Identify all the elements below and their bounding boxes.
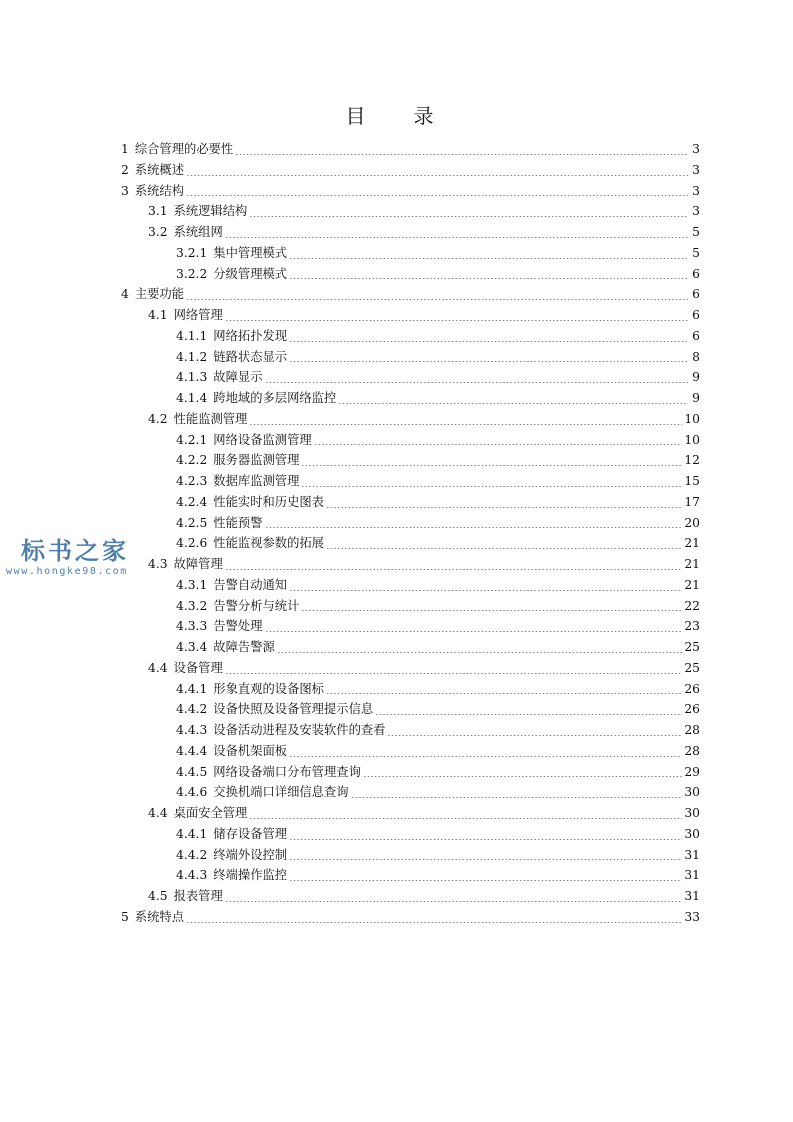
toc-entry-label: 交换机端口详细信息查询 <box>213 785 349 800</box>
toc-entry-number: 4.3.3 <box>176 619 208 634</box>
toc-entry-number: 2 <box>121 162 129 177</box>
toc-entry-page: 3 <box>692 162 700 177</box>
toc-dot-leader <box>326 693 682 694</box>
toc-entry-page: 3 <box>692 183 700 198</box>
watermark <box>6 536 166 586</box>
toc-dot-leader <box>225 569 683 570</box>
toc-dot-leader <box>186 922 682 923</box>
toc-entry-page: 5 <box>692 225 700 239</box>
toc-dot-leader <box>289 341 688 342</box>
toc-entry-label: 跨地域的多层网络监控 <box>213 391 337 405</box>
toc-entry-page: 21 <box>684 577 700 592</box>
toc-dot-leader <box>186 195 688 196</box>
toc-entry-label: 设备管理 <box>173 660 223 675</box>
toc-entry-label: 网络管理 <box>173 308 223 322</box>
toc-entry-label: 设备活动进程及安装软件的查看 <box>213 723 386 737</box>
toc-entry-label: 系统特点 <box>134 909 185 924</box>
toc-entry-label: 告警自动通知 <box>213 577 288 592</box>
toc-entry-page: 3 <box>692 142 700 156</box>
toc-entry-number: 4.1 <box>148 308 168 322</box>
toc-dot-leader <box>265 631 683 632</box>
toc-entry-label: 告警处理 <box>213 619 263 634</box>
toc-dot-leader <box>326 507 682 508</box>
toc-dot-leader <box>301 465 682 466</box>
toc-dot-leader <box>289 258 688 259</box>
toc-entry-number: 4.4.3 <box>176 868 208 883</box>
toc-entry-label: 分级管理模式 <box>213 266 288 281</box>
toc-entry-number: 4.4.1 <box>176 826 208 841</box>
toc-entry-number: 4.2.5 <box>176 515 208 530</box>
toc-entry[interactable] <box>121 824 700 845</box>
toc-entry-number: 4.4.2 <box>176 702 208 717</box>
toc-entry-number: 3.1 <box>148 204 168 219</box>
toc-entry[interactable] <box>121 616 700 637</box>
toc-entry-label: 系统概述 <box>134 162 185 177</box>
toc-dot-leader <box>289 839 682 840</box>
toc-entry-label: 形象直观的设备图标 <box>213 681 324 696</box>
toc-entry-number: 3 <box>121 183 129 198</box>
toc-entry-label: 终端操作监控 <box>213 868 288 883</box>
toc-entry-number: 4 <box>121 287 129 302</box>
toc-entry[interactable] <box>121 907 700 928</box>
toc-entry-label: 设备快照及设备管理提示信息 <box>213 702 374 717</box>
toc-entry-page: 30 <box>684 826 700 841</box>
toc-entry[interactable] <box>121 388 700 409</box>
toc-entry[interactable] <box>121 305 700 326</box>
toc-entry[interactable] <box>121 554 700 575</box>
toc-entry-label: 网络设备监测管理 <box>213 432 312 447</box>
toc-entry[interactable] <box>121 575 700 596</box>
toc-entry-number: 4.2.4 <box>176 494 208 509</box>
toc-entry-page: 31 <box>684 889 700 903</box>
toc-entry-number: 4.1.1 <box>176 328 208 343</box>
toc-entry-label: 报表管理 <box>173 889 223 903</box>
toc-dot-leader <box>387 735 682 736</box>
toc-entry-page: 25 <box>684 660 700 675</box>
toc-entry[interactable] <box>121 845 700 866</box>
toc-entry-page: 9 <box>692 391 700 405</box>
toc-dot-leader <box>235 154 688 155</box>
toc-entry-page: 6 <box>692 328 700 343</box>
toc-dot-leader <box>375 714 682 715</box>
toc-entry-page: 28 <box>684 743 700 758</box>
toc-entry-page: 23 <box>684 619 700 634</box>
toc-dot-leader <box>301 486 682 487</box>
toc-entry[interactable] <box>121 243 700 264</box>
toc-entry-number: 3.2 <box>148 225 168 239</box>
toc-entry-number: 4.4.5 <box>176 764 208 779</box>
toc-entry-label: 桌面安全管理 <box>173 806 248 820</box>
toc-entry-page: 29 <box>684 764 700 779</box>
toc-entry[interactable] <box>121 741 700 762</box>
toc-dot-leader <box>277 652 683 653</box>
toc-entry[interactable] <box>121 264 700 285</box>
toc-dot-leader <box>249 216 688 217</box>
toc-entry[interactable] <box>121 782 700 803</box>
toc-entry[interactable] <box>121 450 700 471</box>
toc-entry-number: 5 <box>121 909 129 924</box>
toc-dot-leader <box>289 361 688 362</box>
toc-entry[interactable] <box>121 762 700 783</box>
toc-entry-label: 服务器监测管理 <box>213 453 300 468</box>
toc-dot-leader <box>249 818 682 819</box>
toc-entry[interactable] <box>121 201 700 222</box>
toc-entry-label: 性能监视参数的拓展 <box>213 536 324 551</box>
toc-entry-label: 系统组网 <box>173 225 223 239</box>
toc-entry-label: 网络设备端口分布管理查询 <box>213 764 361 779</box>
toc-entry-number: 4.3.2 <box>176 598 208 613</box>
toc-dot-leader <box>351 797 683 798</box>
toc-entry-label: 储存设备管理 <box>213 826 288 841</box>
toc-entry-label: 综合管理的必要性 <box>134 142 234 156</box>
toc-entry[interactable] <box>121 596 700 617</box>
toc-entry[interactable] <box>121 513 700 534</box>
toc-dot-leader <box>326 548 682 549</box>
toc-entry-number: 4.4.2 <box>176 847 208 862</box>
toc-dot-leader <box>265 382 689 383</box>
toc-entry-page: 21 <box>684 536 700 551</box>
toc-entry-page: 8 <box>692 349 700 364</box>
toc-entry-label: 系统逻辑结构 <box>173 204 248 219</box>
toc-entry-label: 数据库监测管理 <box>213 474 300 488</box>
toc-entry[interactable] <box>121 865 700 886</box>
toc-dot-leader <box>225 901 683 902</box>
toc-entry-number: 4.4 <box>148 660 168 675</box>
toc-entry-page: 17 <box>684 494 700 509</box>
toc-entry[interactable] <box>121 367 700 388</box>
toc-entry[interactable] <box>121 430 700 451</box>
toc-entry-number: 4.1.2 <box>176 349 208 364</box>
toc-dot-leader <box>338 403 688 404</box>
toc-entry-page: 20 <box>684 515 700 530</box>
toc-entry-label: 终端外设控制 <box>213 847 288 862</box>
toc-entry-page: 30 <box>684 785 700 800</box>
toc-entry-page: 9 <box>692 370 700 385</box>
toc-entry-label: 性能实时和历史图表 <box>213 494 324 509</box>
toc-entry[interactable] <box>121 181 700 202</box>
toc-dot-leader <box>225 673 683 674</box>
toc-entry-page: 28 <box>684 723 700 737</box>
toc-entry-page: 21 <box>684 557 700 571</box>
toc-entry[interactable] <box>121 699 700 720</box>
toc-entry-label: 链路状态显示 <box>213 349 288 364</box>
toc-entry-number: 4.4 <box>148 806 168 820</box>
toc-entry[interactable] <box>121 886 700 907</box>
toc-entry-page: 30 <box>684 806 700 820</box>
toc-entry-number: 4.4.6 <box>176 785 208 800</box>
toc-entry[interactable] <box>121 658 700 679</box>
toc-entry-number: 4.1.3 <box>176 370 208 385</box>
toc-entry-page: 10 <box>684 411 700 426</box>
toc-dot-leader <box>265 527 683 528</box>
page-title: 目 录 <box>345 104 448 128</box>
toc-entry-label: 性能监测管理 <box>173 411 248 426</box>
toc-entry[interactable] <box>121 533 700 554</box>
toc-entry-number: 4.4.4 <box>176 743 208 758</box>
toc-entry[interactable] <box>121 471 700 492</box>
toc-entry-number: 4.3.1 <box>176 577 208 592</box>
toc-entry-page: 6 <box>692 266 700 281</box>
toc-entry-label: 故障告警源 <box>213 640 275 654</box>
toc-entry-page: 26 <box>684 702 700 717</box>
toc-dot-leader <box>186 175 688 176</box>
toc-entry-number: 4.2.6 <box>176 536 208 551</box>
toc-entry-page: 3 <box>692 204 700 219</box>
toc-entry-page: 6 <box>692 308 700 322</box>
toc-entry[interactable] <box>121 160 700 181</box>
toc-entry[interactable] <box>121 326 700 347</box>
toc-entry-number: 4.3.4 <box>176 640 208 654</box>
toc-entry-page: 5 <box>692 245 700 260</box>
toc-entry[interactable] <box>121 139 700 160</box>
toc-entry-page: 6 <box>692 287 700 302</box>
toc-entry-number: 1 <box>121 142 129 156</box>
toc-entry-page: 15 <box>684 474 700 488</box>
toc-entry-label: 性能预警 <box>213 515 263 530</box>
toc-entry-page: 33 <box>684 909 700 924</box>
toc-entry-number: 4.5 <box>148 889 168 903</box>
toc-dot-leader <box>363 776 682 777</box>
toc-entry-label: 故障显示 <box>213 370 263 385</box>
toc-entry[interactable] <box>121 222 700 243</box>
toc-dot-leader <box>249 424 682 425</box>
watermark-url: www.hongke98.com <box>6 566 128 577</box>
toc-entry-number: 4.1.4 <box>176 391 208 405</box>
toc-dot-leader <box>289 590 682 591</box>
toc-entry-label: 告警分析与统计 <box>213 598 300 613</box>
toc-entry-number: 4.4.1 <box>176 681 208 696</box>
toc-entry[interactable] <box>121 803 700 824</box>
watermark-logo: 标书之家 <box>21 537 129 565</box>
toc-entry-page: 26 <box>684 681 700 696</box>
toc-entry-label: 设备机架面板 <box>213 743 288 758</box>
toc-entry-label: 集中管理模式 <box>213 245 288 260</box>
toc-entry-number: 3.2.1 <box>176 245 208 260</box>
toc-dot-leader <box>289 756 682 757</box>
toc-entry[interactable] <box>121 347 700 368</box>
table-of-contents <box>121 139 700 928</box>
toc-entry-number: 4.2 <box>148 411 168 426</box>
toc-entry-number: 4.3 <box>148 557 168 571</box>
toc-entry-label: 主要功能 <box>134 287 185 302</box>
toc-dot-leader <box>186 299 688 300</box>
toc-entry[interactable] <box>121 284 700 305</box>
toc-entry-page: 12 <box>684 453 700 468</box>
toc-entry-label: 网络拓扑发现 <box>213 328 288 343</box>
toc-dot-leader <box>301 610 682 611</box>
toc-entry[interactable] <box>121 409 700 430</box>
toc-entry[interactable] <box>121 720 700 741</box>
toc-dot-leader <box>225 237 688 238</box>
toc-entry-label: 故障管理 <box>173 557 223 571</box>
toc-entry-page: 10 <box>684 432 700 447</box>
toc-entry-number: 3.2.2 <box>176 266 208 281</box>
toc-dot-leader <box>314 444 683 445</box>
toc-entry-label: 系统结构 <box>134 183 185 198</box>
toc-entry-number: 4.2.2 <box>176 453 208 468</box>
toc-entry[interactable] <box>121 492 700 513</box>
toc-dot-leader <box>289 859 682 860</box>
toc-entry-page: 25 <box>684 640 700 654</box>
toc-dot-leader <box>289 278 688 279</box>
toc-entry-number: 4.2.3 <box>176 474 208 488</box>
toc-entry[interactable] <box>121 679 700 700</box>
toc-dot-leader <box>225 320 688 321</box>
toc-entry[interactable] <box>121 637 700 658</box>
toc-entry-page: 31 <box>684 847 700 862</box>
toc-entry-number: 4.4.3 <box>176 723 208 737</box>
toc-dot-leader <box>289 880 682 881</box>
toc-entry-page: 22 <box>684 598 700 613</box>
toc-entry-number: 4.2.1 <box>176 432 208 447</box>
toc-entry-page: 31 <box>684 868 700 883</box>
